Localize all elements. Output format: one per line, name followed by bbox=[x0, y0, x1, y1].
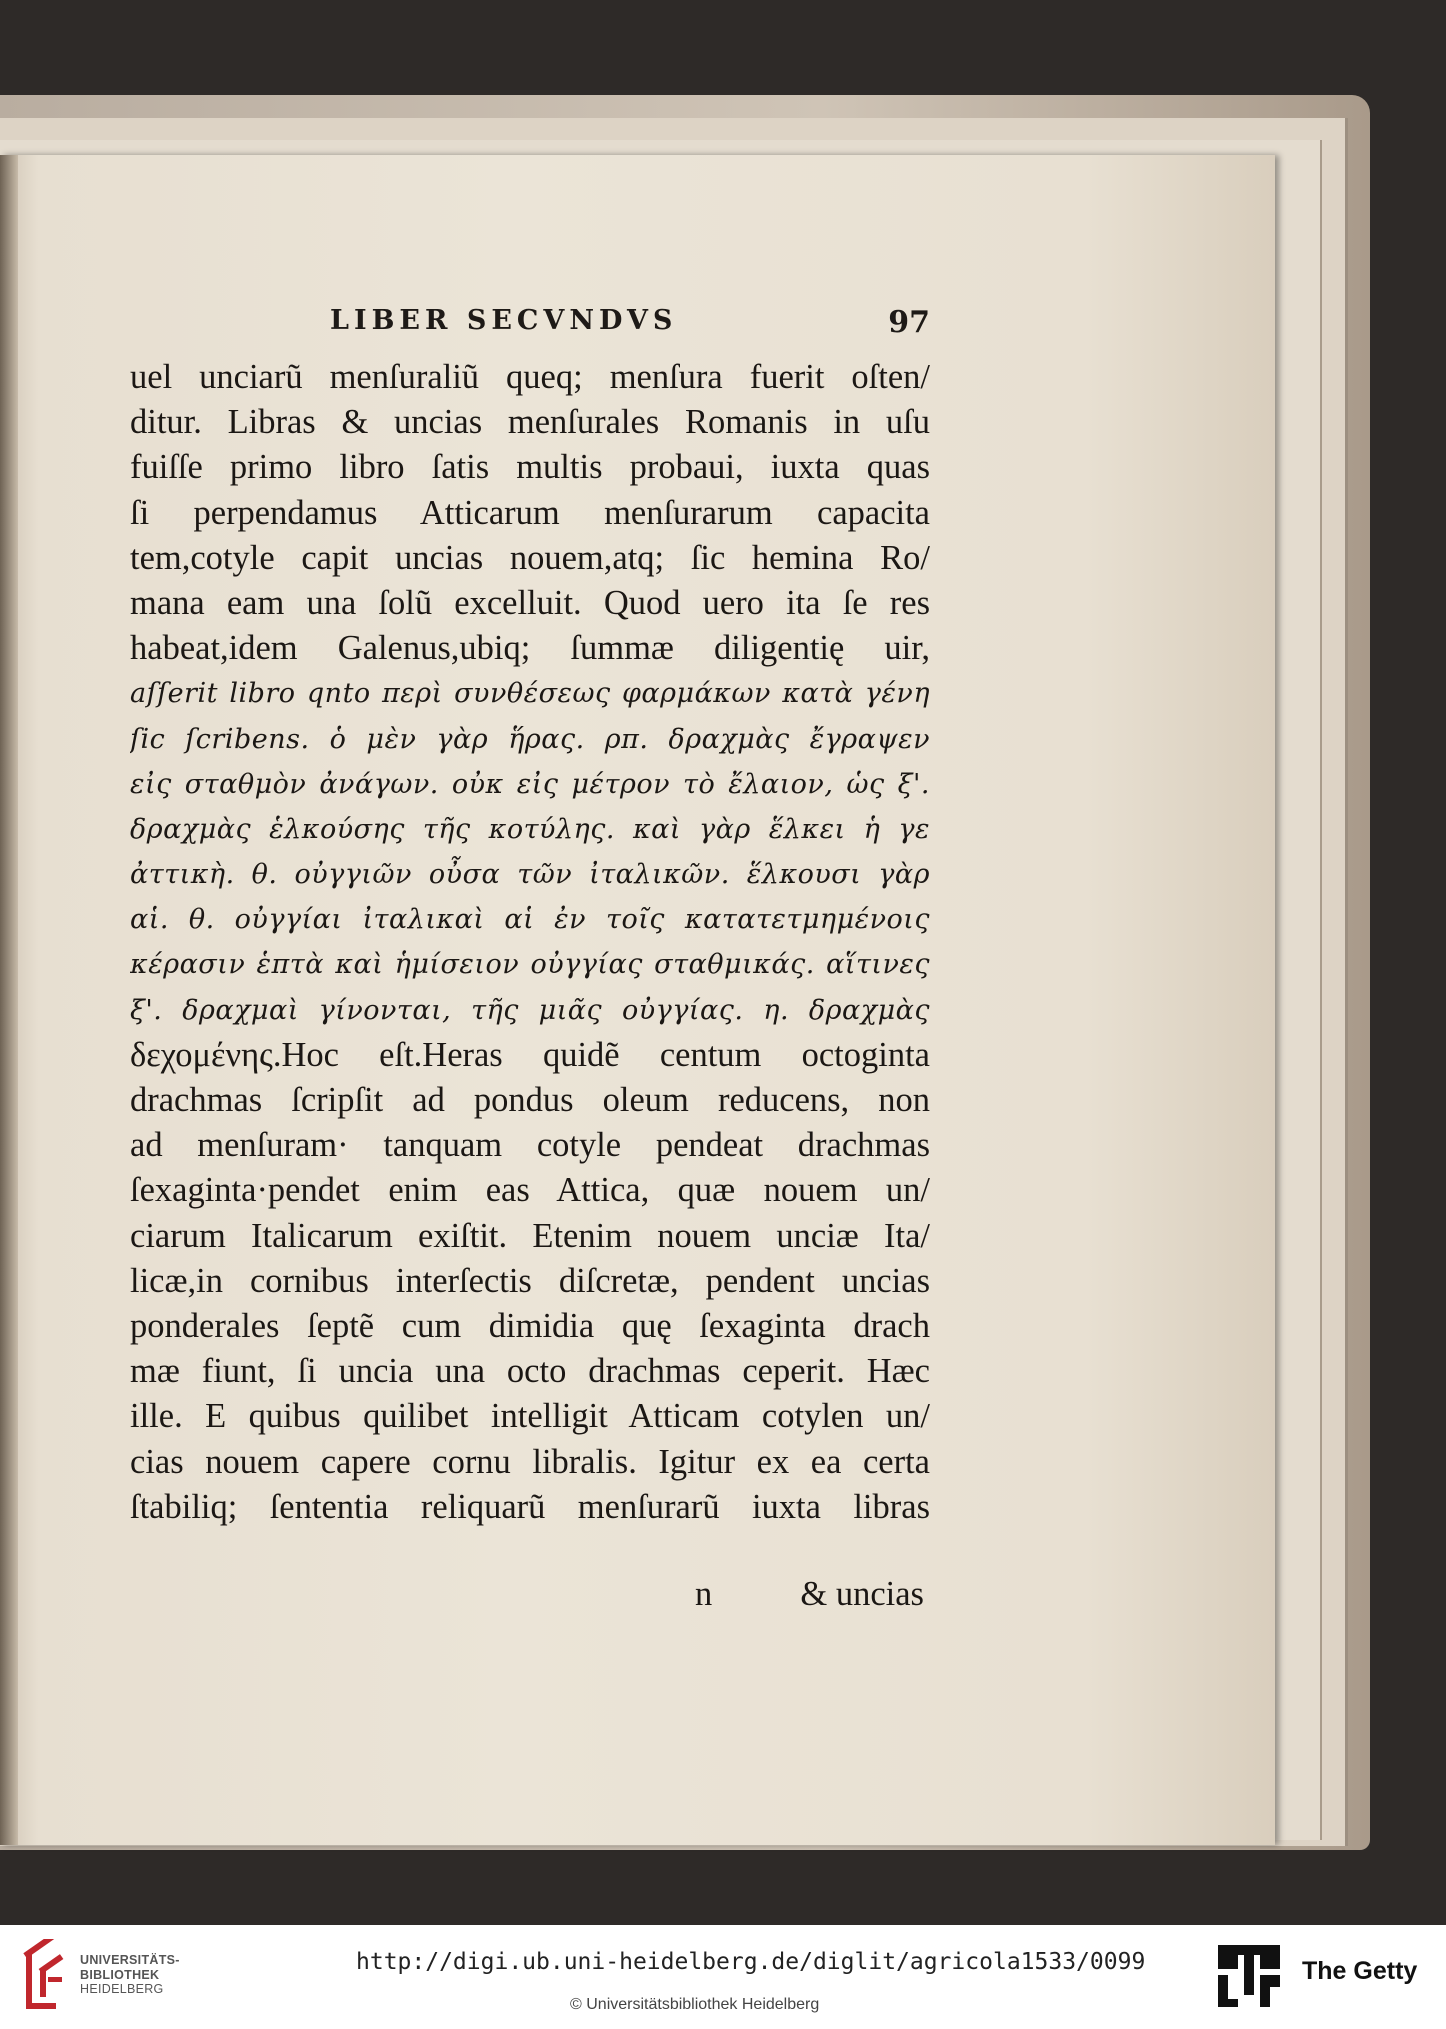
permalink-url[interactable]: http://digi.ub.uni-heidelberg.de/diglit/agricola1533/0099 bbox=[356, 1949, 1146, 1975]
text-line-greek: δραχμὰς ἑλκούσης τῆς κοτύλης. καὶ γὰρ ἕλκει ἡ γε bbox=[130, 813, 930, 845]
text-line: δεχομένης.Hoc eſt.Heras quidẽ centum octoginta bbox=[130, 1035, 930, 1074]
text-line: tem,cotyle capit uncias nouem,atq; ſic hemina Ro/ bbox=[130, 538, 930, 577]
text-line-greek: αἱ. θ. οὐγγίαι ἰταλικαὶ αἱ ἐν τοῖς κατατετμημένοις bbox=[130, 904, 930, 936]
text-line: cias nouem capere cornu libralis. Igitur ex ea certa bbox=[130, 1442, 930, 1481]
institution-name[interactable]: UNIVERSITÄTS- BIBLIOTHEK HEIDELBERG bbox=[80, 1953, 180, 1996]
text-line: ſexaginta·pendet enim eas Attica, quæ nouem un/ bbox=[130, 1171, 930, 1210]
catchline bbox=[130, 1575, 930, 1620]
text-line-greek: ἀττικὴ. θ. οὐγγιῶν οὖσα τῶν ἰταλικῶν. ἕλκουσι γὰρ bbox=[130, 859, 930, 891]
text-line: licæ,in cornibus interſectis diſcretæ, pendent uncias bbox=[130, 1261, 930, 1300]
text-line: mana eam una ſolũ excelluit. Quod uero ita ſe res bbox=[130, 583, 930, 622]
text-line-greek: ξ'. δραχμαὶ γίνονται, τῆς μιᾶς οὐγγίας. η. δραχμὰς bbox=[130, 994, 930, 1026]
signature-mark: n bbox=[695, 1575, 713, 1613]
text-line: ille. E quibus quilibet intelligit Atticam cotylen un/ bbox=[130, 1397, 930, 1436]
running-head: LIBER SECVNDVS bbox=[330, 305, 678, 336]
text-line: uel unciarũ menſuraliũ queq; menſura fuerit oſten/ bbox=[130, 358, 930, 396]
copyright-notice: © Universitätsbibliothek Heidelberg bbox=[570, 1996, 820, 2013]
text-line-greek: ſic ſcribens. ὁ μὲν γὰρ ἥρας. ρπ. δραχμὰς ἔγραψεν bbox=[130, 723, 930, 755]
text-line: aſſerit libro qnto περὶ συνθέσεως φαρμάκων κατὰ γένη bbox=[130, 678, 930, 710]
text-block bbox=[130, 355, 930, 1530]
page-header bbox=[330, 305, 930, 345]
text-line: ſi perpendamus Atticarum menſurarum capacita bbox=[130, 493, 930, 532]
footer-bar bbox=[0, 1925, 1446, 2029]
text-line: ponderales ſeptẽ cum dimidia quę ſexaginta drach bbox=[130, 1306, 930, 1345]
catchword: & uncias bbox=[800, 1575, 924, 1613]
text-line: ad menſuram· tanquam cotyle pendeat drachmas bbox=[130, 1126, 930, 1165]
text-line: mæ fiunt, ſi uncia una octo drachmas ceperit. Hæc bbox=[130, 1352, 930, 1391]
text-line: drachmas ſcripſit ad pondus oleum reducens, non bbox=[130, 1081, 930, 1119]
text-line: ſtabiliq; ſententia reliquarũ menſurarũ iuxta libras bbox=[130, 1487, 930, 1526]
page-number: 97 bbox=[888, 305, 930, 340]
text-line-greek: εἰς σταθμὸν ἀνάγων. οὐκ εἰς μέτρον τὸ ἔλαιον, ὡς ξ'. bbox=[130, 768, 930, 800]
partner-name[interactable]: The Getty bbox=[1302, 1957, 1418, 1985]
ub-heidelberg-logo-icon[interactable] bbox=[18, 1939, 70, 2015]
text-line: ditur. Libras & uncias menſurales Romanis in uſu bbox=[130, 403, 930, 442]
text-line: habeat,idem Galenus,ubiq; ſummæ diligentię uir, bbox=[130, 629, 930, 668]
text-line-greek: κέρασιν ἑπτὰ καὶ ἡμίσειον οὐγγίας σταθμικάς. αἵτινες bbox=[130, 949, 930, 981]
page-gutter bbox=[0, 155, 18, 1845]
text-line: fuiſſe primo libro ſatis multis probaui, iuxta quas bbox=[130, 448, 930, 487]
text-line: ciarum Italicarum exiſtit. Etenim nouem unciæ Ita/ bbox=[130, 1216, 930, 1255]
getty-logo-icon[interactable] bbox=[1216, 1943, 1282, 2015]
